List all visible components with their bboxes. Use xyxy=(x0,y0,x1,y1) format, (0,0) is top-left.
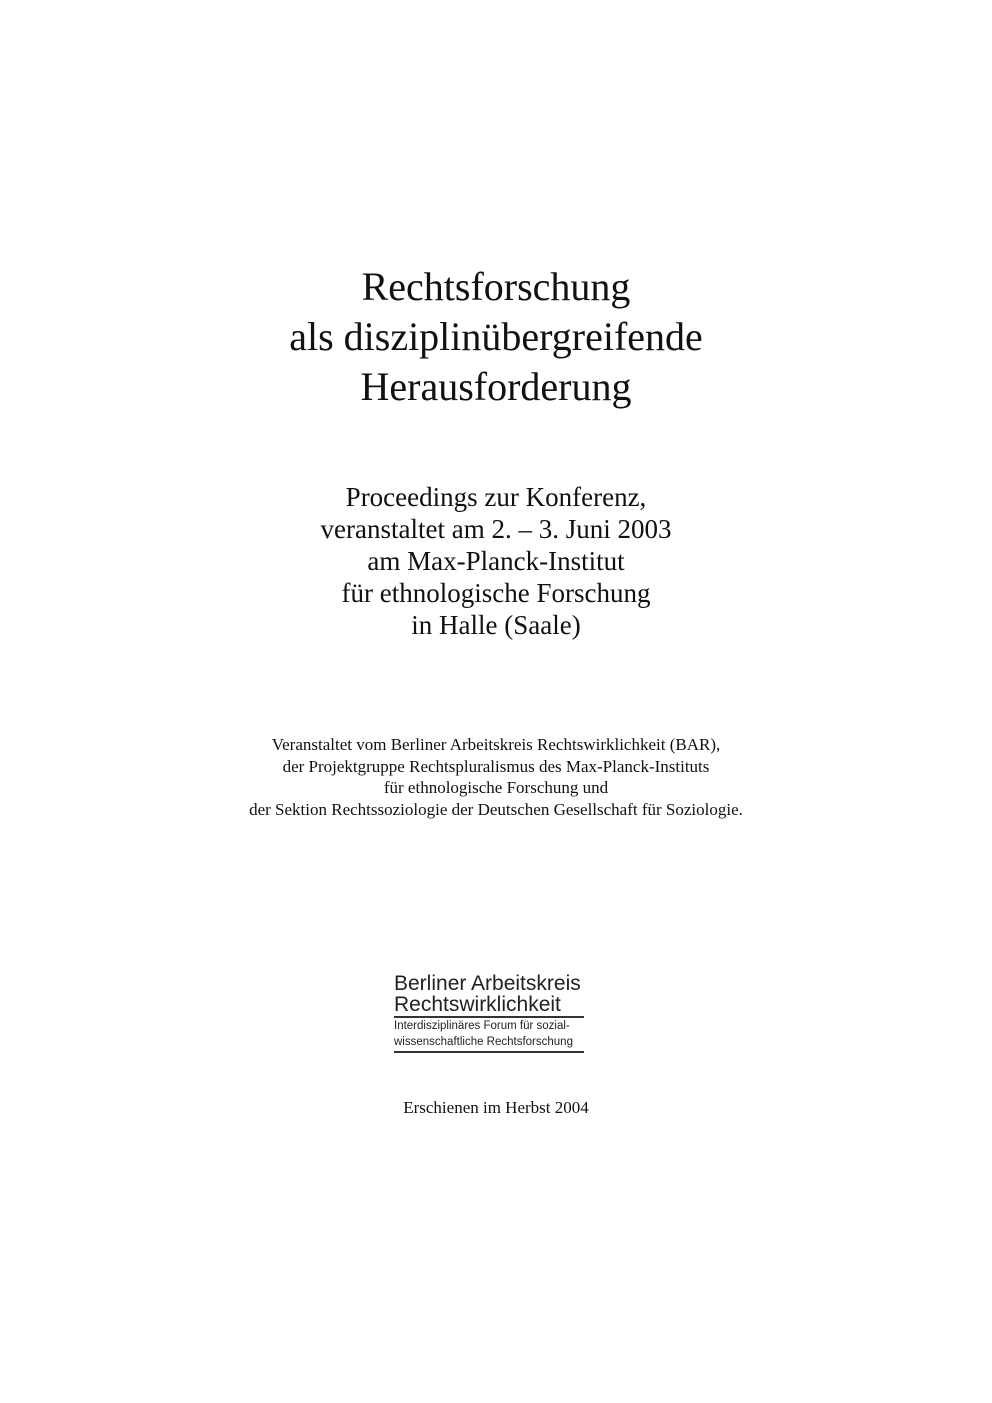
logo-subline-2: wissenschaftliche Rechtsforschung xyxy=(394,1036,573,1048)
publication-date: Erschienen im Herbst 2004 xyxy=(403,1098,589,1117)
proceedings-line: am Max-Planck-Institut xyxy=(367,546,625,576)
organizers-line: für ethnologische Forschung und xyxy=(383,778,609,797)
logo-line-2: Rechtswirklichkeit xyxy=(394,993,561,1016)
organizers-line: Veranstaltet vom Berliner Arbeitskreis Rechtswirklichkeit (BAR), xyxy=(271,735,721,754)
logo-line-1: Berliner Arbeitskreis xyxy=(394,972,581,995)
proceedings-line: veranstaltet am 2. – 3. Juni 2003 xyxy=(320,514,672,544)
organizers-line: der Sektion Rechtssoziologie der Deutschen Gesellschaft für Soziologie. xyxy=(249,799,743,819)
proceedings-subtitle xyxy=(0,481,992,641)
logo-rule xyxy=(394,1016,584,1018)
organizers-note xyxy=(0,734,992,820)
bar-logo xyxy=(394,973,594,1053)
title-line: als disziplinübergreifende xyxy=(289,314,703,359)
title-line: Herausforderung xyxy=(360,364,632,409)
proceedings-line: in Halle (Saale) xyxy=(411,610,581,640)
proceedings-line: für ethnologische Forschung xyxy=(341,578,651,608)
organizers-line: der Projektgruppe Rechtspluralismus des Max-Planck-Instituts xyxy=(282,756,710,776)
proceedings-line: Proceedings zur Konferenz, xyxy=(345,482,647,512)
logo-rule-bottom xyxy=(394,1051,584,1053)
title-line: Rechtsforschung xyxy=(361,264,631,309)
document-title xyxy=(0,262,992,412)
logo-subline-1: Interdisziplinäres Forum für sozial- xyxy=(394,1020,570,1032)
